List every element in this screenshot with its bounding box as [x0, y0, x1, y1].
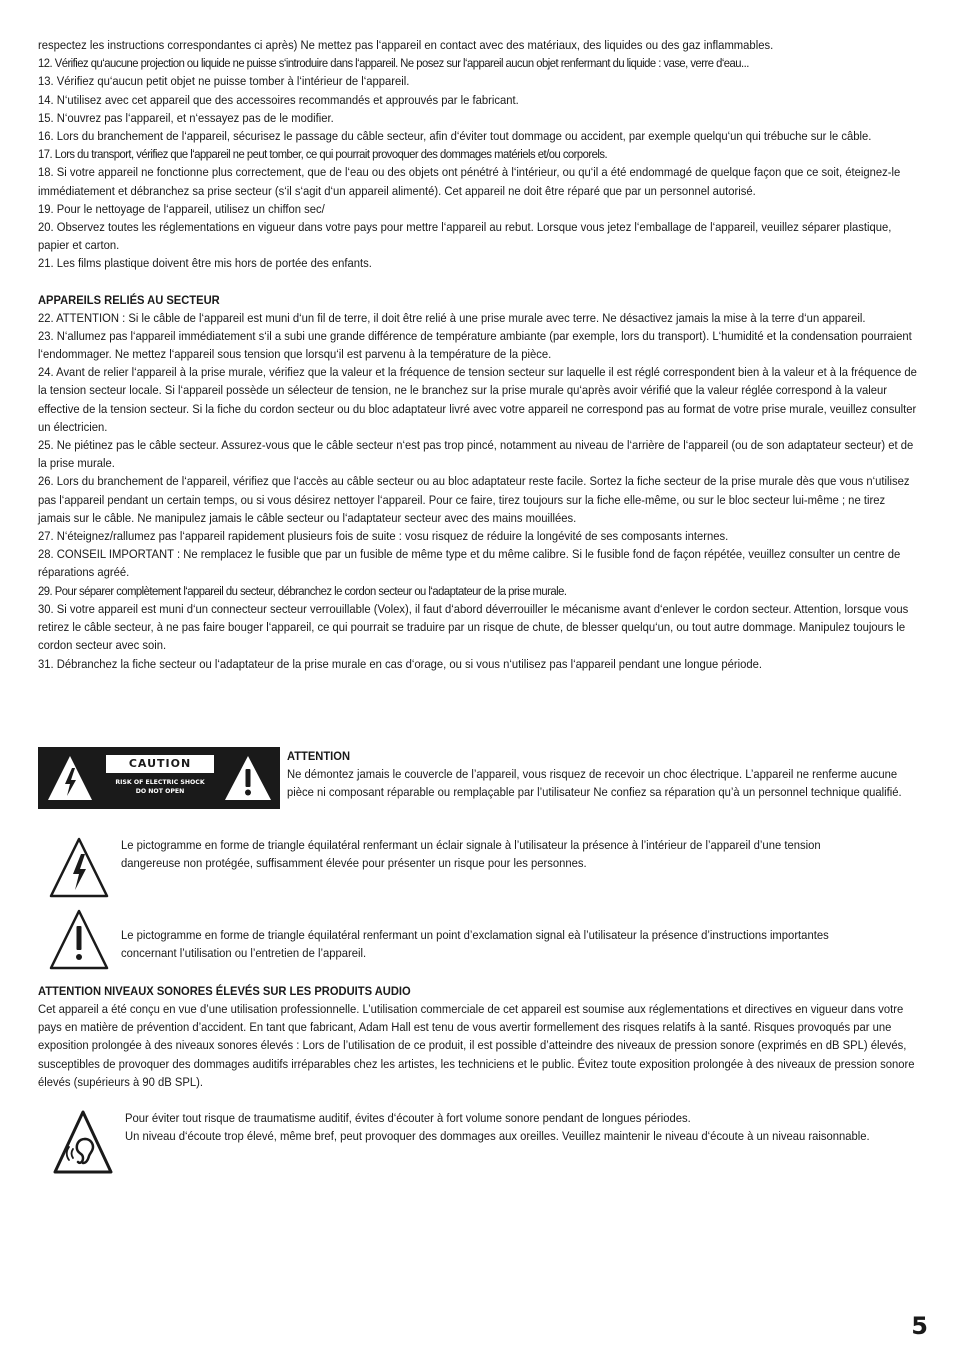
paragraph-continuation: respectez les instructions correspondantes ci après) Ne mettez pas l‘appareil en contact avec des matériaux, des liquides ou des gaz inflammables. — [38, 38, 774, 52]
exclamation-pictogram-row — [38, 906, 918, 972]
heading-niveaux-sonores: ATTENTION NIVEAUX SONORES ÉLEVÉS SUR LES PRODUITS AUDIO — [38, 984, 411, 998]
paragraph-20: 20. Observez toutes les réglementations en vigueur dans votre pays pour mettre l‘appareil au rebut. Lorsque vous jetez l‘emballage de l‘appareil, veuillez séparer plastique, papier et carton. — [38, 220, 892, 253]
hearing-text-line1: Pour éviter tout risque de traumatisme auditif, évites d‘écouter à fort volume sonore pendant de longues périodes. — [125, 1111, 691, 1125]
hearing-text-block — [125, 1109, 922, 1145]
lightning-warning-icon — [46, 753, 94, 803]
paragraph-17: 17. Lors du transport, vérifiez que l‘appareil ne peut tomber, ce qui pourrait provoquer des dommages matériels et/ou corporels. — [38, 147, 608, 162]
caution-heading: ATTENTION — [287, 749, 351, 763]
heading-appareils-secteur: APPAREILS RELIÉS AU SECTEUR — [38, 292, 220, 307]
audio-text: Cet appareil a été conçu en vue d’une utilisation professionnelle. L’utilisation commerciale de cet appareil est soumise aux réglementations et directives en vigueur dans votre pays en matière de prévention d’accident. En tant que fabricant, Adam Hall est tenu de vous avertir formellement des risques relatifs à la santé. Risques provoqués par une exposition prolongée à des niveaux sonores élevés : Lors de l’utilisation de ce produit, il est possible d’atteindre des niveaux de pression sonore (exprimés en dB SPL) élevés, susceptibles de provoquer des dommages auditifs irréparables chez les artistes, les techniciens et le public. Évitez toute exposition prolongée à des niveaux de pression sonore élevés (supérieurs à 90 dB SPL). — [38, 1002, 915, 1089]
paragraph-31: 31. Débranchez la fiche secteur ou l‘adaptateur de la prise murale en cas d‘orage, ou si vous n‘utilisez pas l‘appareil pendant une longue période. — [38, 656, 763, 671]
exclamation-triangle-icon — [48, 908, 110, 972]
paragraph-30: 30. Si votre appareil est muni d‘un connecteur secteur verrouillable (Volex), il faut d‘abord déverrouiller le mécanisme avant d‘enlever le cordon secteur. Attention, lorsque vous retirez le câble secteur, à ne pas faire bouger l‘appareil, ce qui pourrait se traduire par un risque de chute, de blesser quelqu‘un, ou tout autre dommage. Manipulez toujours le cordon secteur avec soin. — [38, 601, 909, 653]
caution-caption: CAUTION — [106, 755, 214, 773]
lightning-triangle-icon — [48, 836, 110, 900]
hearing-text-line2: Un niveau d‘écoute trop élevé, même bref, peut provoquer des dommages aux oreilles. Veuillez maintenir le niveau d‘écoute à un niveau raisonnable. — [125, 1129, 870, 1144]
paragraph-14: 14. N‘utilisez avec cet appareil que des accessoires recommandés et approuvés par le fabricant. — [38, 92, 519, 107]
paragraph-23: 23. N‘allumez pas l‘appareil immédiatement s‘il a subi une grande différence de température ambiante (par exemple, lors du transport). L‘humidité et la condensation pourraient l‘endommager. Ne mettez l‘appareil sous tension que lorsqu‘il est parvenu à la température de la pièce. — [38, 328, 912, 362]
caution-label — [38, 747, 280, 809]
paragraph-29: 29. Pour séparer complètement l‘appareil du secteur, débranchez le cordon secteur ou l‘adaptateur de la prise murale. — [38, 583, 567, 598]
audio-section — [38, 982, 918, 1091]
paragraph-12: 12. Vérifiez qu‘aucune projection ou liquide ne puisse s‘introduire dans l‘appareil. Ne posez sur l‘appareil aucun objet renfermant du liquide : vase, verre d‘eau... — [38, 56, 749, 71]
paragraph-21: 21. Les films plastique doivent être mis hors de portée des enfants. — [38, 256, 372, 271]
paragraph-16: 16. Lors du branchement de l‘appareil, sécurisez le passage du câble secteur, afin d‘éviter tout dommage ou accident, par exemple quelqu‘un qui trébuche sur le câble. — [38, 129, 872, 144]
hearing-warning-icon — [52, 1109, 114, 1177]
paragraph-27: 27. N‘éteignez/rallumez pas l‘appareil rapidement plusieurs fois de suite : vosu risquez de réduire la longévité de ses composants internes. — [38, 529, 729, 544]
caution-risk-text: RISK OF ELECTRIC SHOCK DO NOT OPEN — [115, 779, 205, 795]
caution-center-panel — [106, 755, 214, 801]
document-body — [38, 36, 918, 673]
hearing-pictogram-row — [38, 1109, 918, 1189]
paragraph-26: 26. Lors du branchement de l‘appareil, vérifiez que l‘accès au câble secteur ou au bloc adaptateur reste facile. Sortez la fiche secteur de la prise murale dès que vous n‘utilisez pas l‘appareil pendant un certain temps, ou si vous désirez nettoyer l‘appareil. Pour ce faire, tirez toujours sur la fiche elle-même, ou sur le bloc secteur lui-même ; ne tirez jamais sur le câble. Ne manipulez jamais le câble secteur ou l‘adaptateur secteur avec des mains mouillées. — [38, 474, 910, 525]
caution-section — [38, 747, 918, 807]
paragraph-28: 28. CONSEIL IMPORTANT : Ne remplacez le fusible que par un fusible de même type et du même calibre. Si le fusible fond de façon répétée, veuillez consulter un centre de réparations agréé. — [38, 547, 901, 580]
paragraph-13: 13. Vérifiez qu‘aucun petit objet ne puisse tomber à l‘intérieur de l‘appareil. — [38, 74, 410, 89]
caution-text: Ne démontez jamais le couvercle de l’appareil, vous risquez de recevoir un choc électrique. L’appareil ne renferme aucune pièce ni composant réparable ou remplaçable par l’utilisateur Ne confiez sa réparation qu’à un personnel technique qualifié. — [287, 767, 902, 800]
exclamation-pictogram-text: Le pictogramme en forme de triangle équilatéral renfermant un point d’exclamation signal eà l’utilisateur la présence d’instructions importantes concernant l’utilisation ou l’entretien de l’appareil. — [121, 928, 829, 961]
paragraph-15: 15. N‘ouvrez pas l‘appareil, et n‘essayez pas de le modifier. — [38, 110, 334, 125]
page-number: 5 — [911, 1312, 928, 1340]
paragraph-18: 18. Si votre appareil ne fonctionne plus correctement, que de l‘eau ou des objets ont pénétré à l‘intérieur, ou qu‘il a été endommagé de quelque façon que ce soit, éteignez-le immédiatement et débranchez sa prise secteur (s‘il s‘agit d‘un appareil alimenté). Cet appareil ne doit être réparé que par un personnel autorisé. — [38, 165, 901, 198]
paragraph-19: 19. Pour le nettoyage de l‘appareil, utilisez un chiffon sec/ — [38, 201, 325, 216]
paragraph-24: 24. Avant de relier l‘appareil à la prise murale, vérifiez que la valeur et la fréquence de tension secteur sur laquelle il est réglé correspondent bien à la valeur et à la fréquence de la tension secteur locale. Si l‘appareil possède un sélecteur de tension, ne le branchez sur la prise murale qu‘après avoir vérifié que la valeur réglée correspond à la valeur effective de la tension secteur. Si la fiche du cordon secteur ou du bloc adaptateur livré avec votre appareil ne correspond pas au format de votre prise murale, veuillez consulter un électricien. — [38, 365, 917, 434]
caution-text-block — [287, 747, 917, 801]
lightning-pictogram-row — [38, 836, 918, 902]
paragraph-22: 22. ATTENTION : Si le câble de l‘appareil est muni d‘un fil de terre, il doit être relié à une prise murale avec terre. Ne désactivez jamais la mise à la terre d‘un appareil. — [38, 310, 866, 325]
exclamation-warning-icon — [222, 753, 274, 803]
paragraph-25: 25. Ne piétinez pas le câble secteur. Assurez-vous que le câble secteur n‘est pas trop pincé, notamment au niveau de l‘arrière de l‘appareil (ou de son adaptateur secteur) et de la prise murale. — [38, 438, 914, 471]
lightning-pictogram-text: Le pictogramme en forme de triangle équilatéral renfermant un éclair signale à l’utilisateur la présence à l’intérieur de l’appareil d’une tension dangereuse non protégée, suffisamment élevée pour présenter un risque pour les personnes. — [121, 838, 821, 871]
